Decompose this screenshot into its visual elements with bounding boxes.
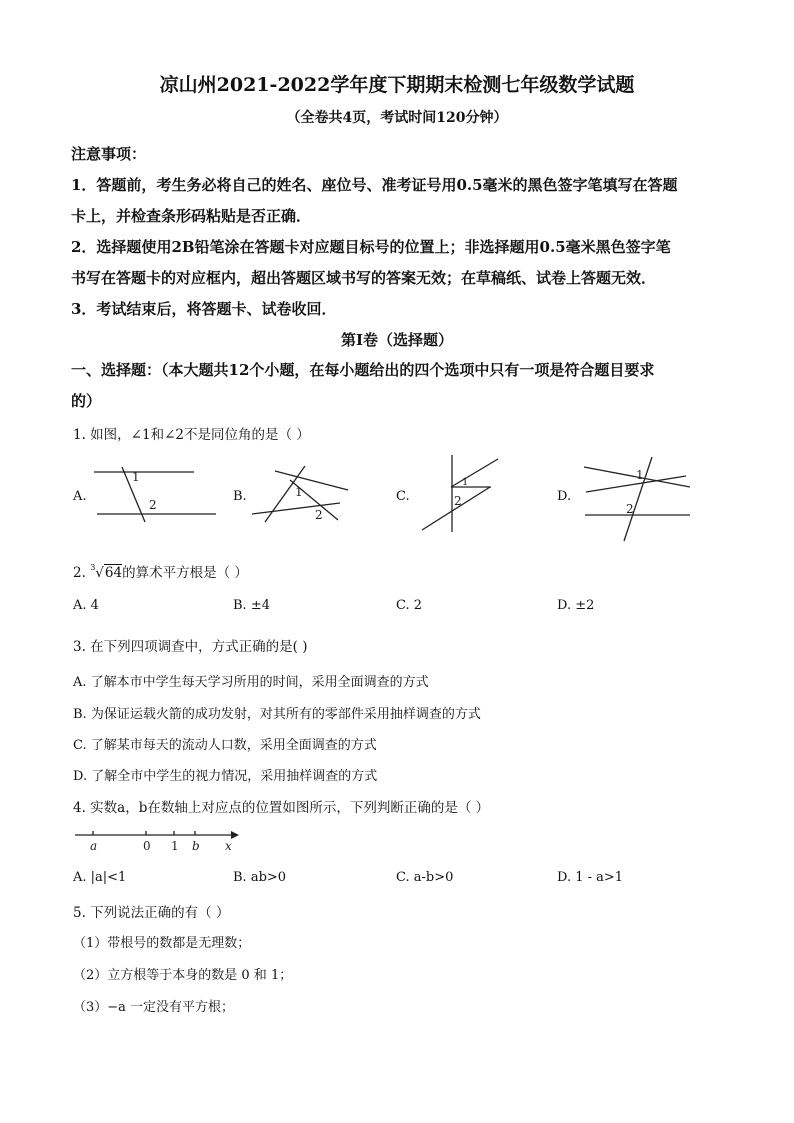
q3-option-a: A. 了解本市中学生每天学习所用的时间，采用全面调查的方式 [73, 675, 429, 690]
q5-statement-3: （3）−a 一定没有平方根； [73, 1000, 235, 1015]
question-2-number: 2. [73, 565, 86, 581]
notice-item-1-line-1: 1．答题前，考生务必将自己的姓名、座位号、准考证号用0.5毫米的黑色签字笔填写在答题 [71, 176, 678, 194]
q1-figure-d [580, 455, 700, 543]
question-4-stem: 4. 实数a，b在数轴上对应点的位置如图所示，下列判断正确的是（ ） [73, 800, 490, 816]
axis-label-a: a [90, 839, 98, 853]
q2-option-b: B. ±4 [233, 598, 270, 613]
notice-item-3: 3．考试结束后，将答题卡、试卷收回． [71, 300, 337, 318]
axis-label-b: b [192, 839, 200, 853]
q1-a-angle-2-label: 2 [149, 498, 157, 512]
q5-statement-2: （2）立方根等于本身的数是 0 和 1； [73, 968, 293, 983]
q2-option-d: D. ±2 [557, 598, 595, 613]
q2-option-a: A. 4 [73, 598, 99, 613]
q1-figure-a [92, 465, 217, 525]
question-2-stem-rest: 的算术平方根是（ ） [122, 565, 248, 581]
section-heading-line-2: 的） [71, 392, 102, 410]
axis-label-x: x [225, 839, 232, 853]
notice-item-2-line-1: 2．选择题使用2B铅笔涂在答题卡对应题目标号的位置上；非选择题用0.5毫米黑色签字笔 [71, 238, 671, 256]
root-index: 3 [90, 563, 96, 572]
q1-figure-b [250, 465, 360, 527]
q1-b-angle-2-label: 2 [315, 508, 323, 522]
q1-option-b: B. [233, 489, 247, 504]
q3-option-c: C. 了解某市每天的流动人口数，采用全面调查的方式 [73, 738, 377, 753]
notice-heading: 注意事项： [71, 145, 147, 163]
radicand: 64 [104, 565, 123, 581]
q1-d-angle-1-label: 1 [636, 468, 644, 482]
q4-option-b: B. ab>0 [233, 870, 287, 885]
q3-option-b: B. 为保证运载火箭的成功发射，对其所有的零部件采用抽样调查的方式 [73, 707, 481, 722]
axis-label-0: 0 [143, 839, 151, 853]
notice-item-2-line-2: 书写在答题卡的对应框内，超出答题区域书写的答案无效；在草稿纸、试卷上答题无效． [71, 269, 657, 287]
question-2-stem [73, 561, 248, 581]
section-heading-line-1: 一、选择题：（本大题共12个小题，在每小题给出的四个选项中只有一项是符合题目要求 [71, 361, 655, 379]
q1-a-angle-1-label: 1 [132, 470, 140, 484]
question-3-stem: 3. 在下列四项调查中，方式正确的是( ) [73, 639, 308, 655]
q3-option-d: D. 了解全市中学生的视力情况，采用抽样调查的方式 [73, 769, 378, 784]
q1-option-c: C. [396, 489, 410, 504]
page-title: 凉山州2021-2022学年度下期期末检测七年级数学试题 [159, 74, 635, 96]
q1-option-a: A. [73, 489, 87, 504]
q1-figure-c [418, 452, 503, 534]
q1-c-angle-2-label: 2 [454, 494, 462, 508]
notice-item-1-line-2: 卡上，并检查条形码粘贴是否正确． [71, 207, 312, 225]
number-line-arrow [231, 831, 239, 839]
q1-option-d: D. [557, 489, 572, 504]
q1-c-angle-1-label: 1 [462, 477, 469, 488]
q4-option-d: D. 1 - a>1 [557, 870, 624, 885]
q4-option-a: A. |a|<1 [73, 870, 127, 885]
q5-statement-1: （1）带根号的数都是无理数； [73, 936, 251, 951]
question-1-stem: 1. 如图，∠1和∠2不是同位角的是（ ） [73, 427, 310, 443]
axis-label-1: 1 [171, 839, 179, 853]
cube-root-expression: $^3$√64 [90, 563, 123, 581]
q4-option-c: C. a-b>0 [396, 870, 454, 885]
q2-option-c: C. 2 [396, 598, 423, 613]
q1-b-angle-1-label: 1 [295, 485, 303, 499]
question-5-stem: 5. 下列说法正确的有（ ） [73, 905, 230, 921]
number-line [73, 826, 243, 854]
page-subtitle: （全卷共4页，考试时间120分钟） [286, 110, 508, 126]
part-title: 第Ⅰ卷（选择题） [340, 331, 454, 349]
q1-d-angle-2-label: 2 [626, 502, 634, 516]
